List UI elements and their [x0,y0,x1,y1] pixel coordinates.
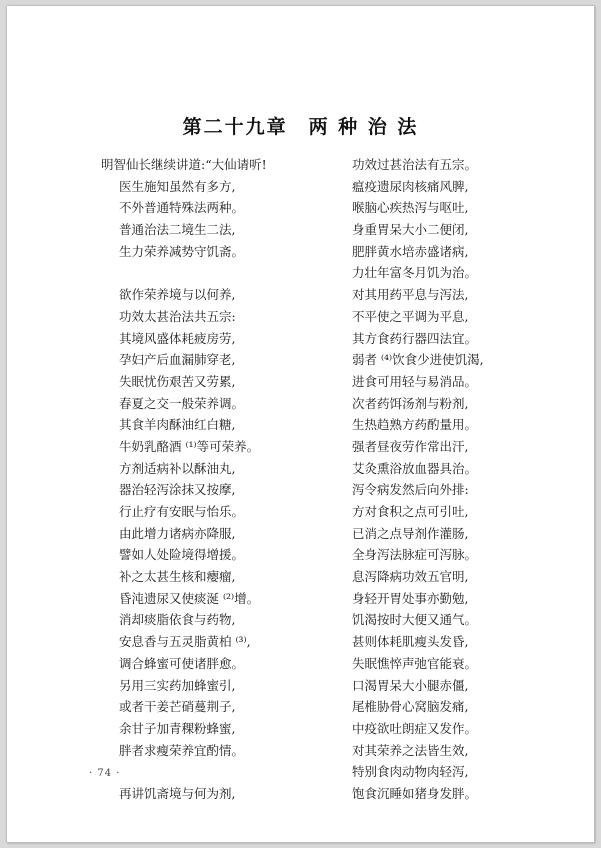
verse-line: 其方食药行器四法宜。 [352,330,478,346]
stanza-gap [101,761,267,783]
verse-line: 失眠忧伤艰苦又劳累, [119,373,236,389]
verse-line: 对其用药平息与泻法, [352,287,469,303]
verse-line: 其食羊肉酥油红白糖, [119,417,236,433]
verse-line: 甚则体耗肌瘦头发昏, [352,634,469,650]
document-page [7,6,595,843]
verse-line: 已消之点导剂作灌肠, [352,525,469,541]
right-column [352,154,484,805]
verse-line: 次者药饵汤剂与粉剂, [352,395,469,411]
verse-line: 譬如人处险境得增援。 [119,547,245,563]
verse-line: 生热趋熟方药酌量用。 [352,417,478,433]
verse-line: 功效过甚治法有五宗。 [352,157,478,172]
verse-line: 不平使之平调为平息, [352,308,469,324]
verse-line: 艾灸熏浴放血器具治。 [352,460,478,476]
chapter-title: 第二十九章 两 种 治 法 [182,116,419,138]
verse-line: 医生施知虽然有多方, [119,178,236,194]
verse-line: 强者昼夜劳作常出汗, [352,438,469,454]
verse-line: 胖者求瘦荣养宜酌情。 [119,742,245,758]
verse-line: 器治轻泻涂抹又按摩, [119,482,236,498]
verse-line: 方对食积之点可引吐, [352,504,469,519]
verse-line: 口渴胃呆大小腿赤僵, [352,677,469,693]
verse-line: 对其荣养之法皆生效, [352,742,469,758]
verse-line: 孕妇产后血漏肺穿老, [119,352,236,368]
verse-line: 消却痰脂依食与药物, [119,612,236,628]
verse-line: 行止疗有安眠与怡乐。 [119,504,245,519]
stanza-gap [101,262,267,284]
verse-line: 失眠憔悴声弛官能衰。 [352,655,478,671]
verse-line: 由此增力诸病亦降服, [119,525,236,541]
left-column [101,154,267,805]
verse-line: 再讲饥斋境与何为剂, [119,785,236,801]
verse-line: 瘟疫遗尿肉核痛风脾, [352,178,469,194]
verse-line: 安息香与五灵脂黄柏 ⁽³⁾, [119,634,251,650]
verse-line: 泻令病发然后向外排: [352,482,469,498]
verse-line: 身轻开胃处事亦勤勉, [352,590,469,606]
verse-line: 饱食沉睡如猪身发胖。 [352,785,478,801]
verse-line: 另用三实药加蜂蜜引, [119,677,236,693]
verse-line: 春夏之交一般荣养调。 [119,395,245,411]
verse-line: 生力荣养减势守饥斋。 [119,243,245,259]
verse-line: 明智仙长继续讲道:“大仙请听! [101,157,267,172]
verse-line: 欲作荣养境与以何养, [119,287,236,303]
verse-line: 或者干姜芒硝蔓荆子, [119,699,236,715]
verse-line: 其境风盛体耗疲房劳, [119,330,236,346]
verse-line: 不外普通特殊法两种。 [119,200,245,216]
verse-line: 力壮年富冬月饥为治。 [352,265,478,281]
verse-line: 中疫欲吐朗症又发作。 [352,720,478,736]
verse-line: 普通治法二境生二法, [119,222,236,238]
verse-line: 调合蜂蜜可使诸胖愈。 [119,655,245,671]
verse-line: 身重胃呆大小二便闭, [352,222,469,238]
verse-line: 弱者 ⁽⁴⁾饮食少进使饥渴, [352,352,484,368]
verse-line: 昏沌遗尿又使痰涎 ⁽²⁾增。 [119,590,260,606]
verse-line: 进食可用轻与易消品。 [352,373,478,389]
verse-line: 肥胖黄水培赤盛诸病, [352,243,469,259]
page-number: · 74 · [89,768,121,779]
verse-line: 饥渴按时大便又通气。 [352,612,478,628]
verse-line: 特别食肉动物肉轻泻, [352,764,469,780]
verse-line: 尾椎胁骨心窝脑发痛, [352,699,469,715]
verse-line: 牛奶乳酪酒 ⁽¹⁾等可荣养。 [119,438,260,454]
verse-line: 方剂适病补以酥油丸, [119,460,236,476]
verse-line: 全身泻法脉症可泻脉。 [352,547,478,563]
verse-line: 息泻降病功效五官明, [352,569,469,585]
verse-line: 喉脑心疾热泻与呕吐, [352,200,469,216]
verse-line: 功效太甚治法共五宗: [119,308,236,324]
verse-line: 补之太甚生核和瘿瘤, [119,569,236,585]
verse-line: 余甘子加青稞粉蜂蜜, [119,720,236,736]
